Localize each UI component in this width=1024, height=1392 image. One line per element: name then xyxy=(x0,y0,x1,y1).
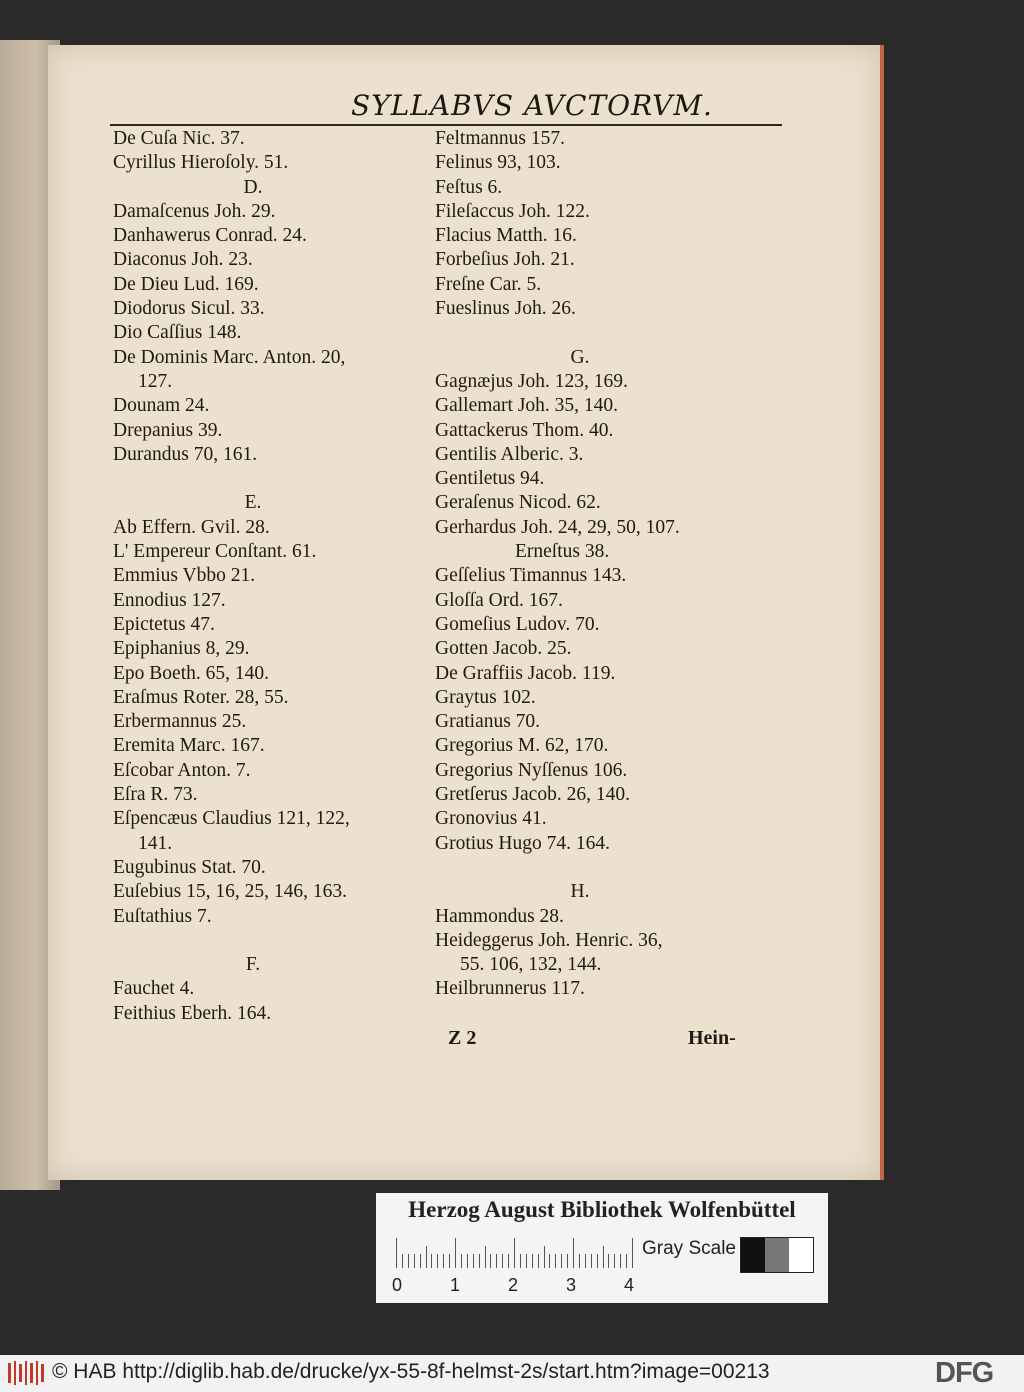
index-entry: Hammondus 28. xyxy=(435,905,564,927)
index-entry: Epiphanius 8, 29. xyxy=(113,638,250,660)
ruler-tick xyxy=(573,1238,574,1268)
footer-bar xyxy=(0,1355,1024,1392)
index-entry: Cyrillus Hieroſoly. 51. xyxy=(113,152,289,174)
ruler-tick xyxy=(461,1254,462,1268)
index-entry: Danhawerus Conrad. 24. xyxy=(113,225,307,247)
ruler-tick xyxy=(455,1238,456,1268)
index-entry: Euſtathius 7. xyxy=(113,905,212,927)
index-entry: Diaconus Joh. 23. xyxy=(113,249,253,271)
blank-line xyxy=(435,321,765,345)
ruler-number: 0 xyxy=(392,1275,403,1295)
ruler-tick xyxy=(431,1254,432,1268)
ruler-tick xyxy=(485,1246,486,1268)
ruler-tick xyxy=(544,1246,545,1268)
index-entry: Euſebius 15, 16, 25, 146, 163. xyxy=(113,881,347,903)
ruler-tick xyxy=(402,1254,403,1268)
index-entry: De Cuſa Nic. 37. xyxy=(113,128,245,149)
index-entry: Damaſcenus Joh. 29. xyxy=(113,200,276,222)
index-entry: Gronovius 41. xyxy=(435,808,547,830)
ruler-tick xyxy=(490,1254,491,1268)
library-name: Herzog August Bibliothek Wolfenbüttel xyxy=(408,1197,796,1222)
ruler-tick xyxy=(496,1254,497,1268)
index-entry: Erneſtus 38. xyxy=(515,541,610,563)
index-column-left xyxy=(113,127,433,1026)
index-entry: Heilbrunnerus 117. xyxy=(435,978,585,1000)
index-entry: Gretſerus Jacob. 26, 140. xyxy=(435,784,630,806)
ruler-number: 4 xyxy=(624,1275,635,1295)
index-entry: Ab Effern. Gvil. 28. xyxy=(113,516,270,538)
blank-line xyxy=(113,929,433,953)
index-entry: Gentiletus 94. xyxy=(435,468,545,490)
blank-line xyxy=(113,467,433,491)
index-entry: Geraſenus Nicod. 62. xyxy=(435,492,601,514)
ruler-tick xyxy=(555,1254,556,1268)
index-entry: Drepanius 39. xyxy=(113,419,223,441)
index-entry: Gallemart Joh. 35, 140. xyxy=(435,395,619,417)
section-letter: F. xyxy=(245,954,261,976)
ruler-tick xyxy=(443,1254,444,1268)
index-entry: Fauchet 4. xyxy=(113,978,195,1000)
index-entry: Graytus 102. xyxy=(435,686,536,708)
index-entry: Gattackerus Thom. 40. xyxy=(435,419,614,441)
index-entry: Feithius Eberh. 164. xyxy=(113,1002,272,1024)
ruler-tick xyxy=(591,1254,592,1268)
index-entry: Freſne Car. 5. xyxy=(435,273,542,295)
section-letter: H. xyxy=(570,881,590,903)
ruler-tick xyxy=(597,1254,598,1268)
index-entry: De Graffiis Jacob. 119. xyxy=(435,662,616,684)
dfg-logo: DFG xyxy=(935,1357,994,1389)
index-entry: Fueslinus Joh. 26. xyxy=(435,298,576,320)
section-letter: D. xyxy=(243,176,263,198)
ruler-tick xyxy=(479,1254,480,1268)
ruler-tick xyxy=(467,1254,468,1268)
index-entry: Emmius Vbbo 21. xyxy=(113,565,256,587)
index-entry: Eſpencæus Claudius 121, 122, xyxy=(113,808,350,830)
index-entry: Forbeſius Joh. 21. xyxy=(435,249,575,271)
ruler-tick xyxy=(549,1254,550,1268)
ruler-tick xyxy=(561,1254,562,1268)
index-entry: Gentilis Alberic. 3. xyxy=(435,443,584,465)
source-link[interactable]: © HAB http://diglib.hab.de/drucke/yx-55-8f-helmst-2s/start.htm?image=00213 xyxy=(52,1360,770,1383)
signature-mark: Z 2 xyxy=(448,1027,477,1049)
gray-scale-swatches xyxy=(740,1237,814,1273)
catchword: Hein- xyxy=(688,1027,736,1049)
index-entry: Eugubinus Stat. 70. xyxy=(113,856,266,878)
ruler-number: 1 xyxy=(450,1275,461,1295)
blank-line xyxy=(435,856,765,880)
index-entry: Dounam 24. xyxy=(113,395,210,417)
index-entry: Gomeſius Ludov. 70. xyxy=(435,613,600,635)
index-entry: Felinus 93, 103. xyxy=(435,152,561,174)
ruler-tick xyxy=(426,1246,427,1268)
ruler-tick xyxy=(514,1238,515,1268)
index-entry: Gregorius Nyſſenus 106. xyxy=(435,759,628,781)
ruler-number: 2 xyxy=(508,1275,519,1295)
index-entry: Eraſmus Roter. 28, 55. xyxy=(113,686,289,708)
ruler-tick xyxy=(608,1254,609,1268)
gray-scale-label: Gray Scale xyxy=(642,1238,736,1259)
index-entry: Gerhardus Joh. 24, 29, 50, 107. xyxy=(435,516,680,538)
index-entry: Gregorius M. 62, 170. xyxy=(435,735,609,757)
book-page xyxy=(48,45,884,1180)
ruler-tick xyxy=(408,1254,409,1268)
index-entry: Eſcobar Anton. 7. xyxy=(113,759,251,781)
ruler-tick xyxy=(449,1254,450,1268)
ruler-tick xyxy=(473,1254,474,1268)
ruler-tick xyxy=(508,1254,509,1268)
section-letter: G. xyxy=(570,346,590,368)
ruler-tick xyxy=(538,1254,539,1268)
ruler-tick xyxy=(620,1254,621,1268)
ruler-tick xyxy=(532,1254,533,1268)
ruler-tick xyxy=(603,1246,604,1268)
index-entry: De Dominis Marc. Anton. 20, xyxy=(113,346,346,368)
index-entry: Eſra R. 73. xyxy=(113,784,198,806)
index-entry: Flacius Matth. 16. xyxy=(435,225,577,247)
index-entry: 127. xyxy=(138,370,173,392)
header-rule xyxy=(110,124,782,126)
index-entry: Ennodius 127. xyxy=(113,589,226,611)
ruler-tick xyxy=(579,1254,580,1268)
ruler-number: 3 xyxy=(566,1275,577,1295)
ruler-tick xyxy=(420,1254,421,1268)
ruler-tick xyxy=(437,1254,438,1268)
section-letter: E. xyxy=(244,492,262,514)
index-entry: Geſſelius Timannus 143. xyxy=(435,565,627,587)
index-entry: Grotius Hugo 74. 164. xyxy=(435,832,610,854)
ruler-tick xyxy=(520,1254,521,1268)
index-entry: 55. 106, 132, 144. xyxy=(460,954,602,976)
ruler-tick xyxy=(585,1254,586,1268)
index-entry: Eremita Marc. 167. xyxy=(113,735,265,757)
index-entry: Gagnæjus Joh. 123, 169. xyxy=(435,370,628,392)
ruler-tick xyxy=(396,1238,397,1268)
index-entry: Gratianus 70. xyxy=(435,711,541,733)
ruler-tick xyxy=(567,1254,568,1268)
index-entry: Epictetus 47. xyxy=(113,613,215,635)
index-entry: Diodorus Sicul. 33. xyxy=(113,298,265,320)
index-entry: 141. xyxy=(138,832,173,854)
ruler-tick xyxy=(626,1254,627,1268)
gray-swatch xyxy=(741,1238,765,1272)
ruler-tick xyxy=(526,1254,527,1268)
index-entry: Feſtus 6. xyxy=(435,176,503,198)
index-entry: Gloſſa Ord. 167. xyxy=(435,589,563,611)
ruler-tick xyxy=(414,1254,415,1268)
index-entry: Erbermannus 25. xyxy=(113,711,247,733)
index-entry: Feltmannus 157. xyxy=(435,128,565,149)
hab-barcode-icon xyxy=(6,1359,46,1387)
ruler-scale xyxy=(396,1238,632,1268)
running-head: SYLLABVS AVCTORVM. xyxy=(351,89,713,122)
gray-swatch xyxy=(789,1238,813,1272)
gray-swatch xyxy=(765,1238,789,1272)
index-entry: L' Empereur Conſtant. 61. xyxy=(113,541,317,563)
index-column-right xyxy=(435,127,765,1002)
index-entry: Epo Boeth. 65, 140. xyxy=(113,662,269,684)
index-entry: De Dieu Lud. 169. xyxy=(113,273,259,295)
index-entry: Dio Caſſius 148. xyxy=(113,322,242,344)
ruler-tick xyxy=(502,1254,503,1268)
index-entry: Durandus 70, 161. xyxy=(113,443,258,465)
index-entry: Heideggerus Joh. Henric. 36, xyxy=(435,929,663,951)
ruler-tick xyxy=(614,1254,615,1268)
ruler-tick xyxy=(632,1238,633,1268)
index-entry: Fileſaccus Joh. 122. xyxy=(435,200,590,222)
index-entry: Gotten Jacob. 25. xyxy=(435,638,572,660)
